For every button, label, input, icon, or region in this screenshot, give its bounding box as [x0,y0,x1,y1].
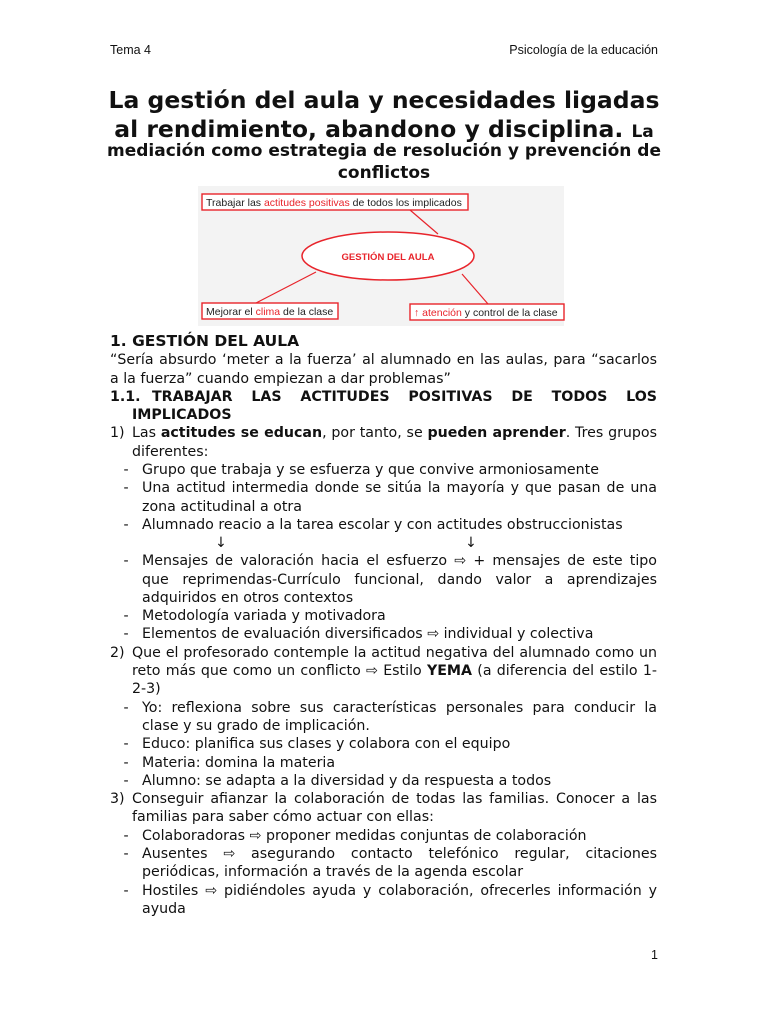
point-text: Conseguir afianzar la colaboración de todas las familias. Conocer a las familias para saber cómo actuar con ellas: [132,791,657,826]
subsection-number: 1.1. [110,388,141,405]
point-number: 3) [110,791,125,808]
point-text: Que el profesorado contemple la actitud negativa del alumnado como un reto más que como un conflicto ⇨ Estilo YEMA (a diferencia del estilo 1-2-3) [132,644,657,698]
page-number: 1 [651,948,658,962]
subsection-heading-line1: TRABAJAR LAS ACTITUDES POSITIVAS DE TODOS LOS [152,388,657,405]
list-item: - Hostiles ⇨ pidiéndoles ayuda y colaboración, ofrecerles información y ayuda [123,882,657,917]
list-item: - Metodología variada y motivadora [123,608,386,625]
section-quote: “Sería absurdo ‘meter a la fuerza’ al alumnado en las aulas, para “sacarlos a la fuerza” cuando empiezan a dar problemas” [110,352,657,387]
left-box-label: Mejorar el clima de la clase [206,306,334,318]
section-heading: 1. GESTIÓN DEL AULA [110,332,300,350]
document-subtitle: mediación como estrategia de resolución y prevención de conflictos [106,141,662,183]
list-item: - Materia: domina la materia [123,754,336,771]
point-number: 2) [110,644,125,661]
point-number: 1) [110,425,125,442]
numbered-point-1 [110,424,657,461]
gestion-aula-diagram [196,186,568,328]
document-body [110,332,657,918]
center-label: GESTIÓN DEL AULA [341,252,435,263]
title-main: La gestión del aula y necesidades ligadas al rendimiento, abandono y disciplina. [108,86,660,143]
numbered-point-3 [110,790,657,827]
list-item: - Elementos de evaluación diversificados ⇨ individual y colectiva [123,626,594,643]
list-item: - Educo: planifica sus clases y colabora con el equipo [123,736,511,753]
down-arrows [110,534,657,552]
down-arrow-icon: ↓ [215,535,227,552]
list-item: - Alumnado reacio a la tarea escolar y con actitudes obstruccionistas [123,516,623,533]
top-box-label: Trabajar las actitudes positivas de todos los implicados [206,197,462,209]
list-item: - Mensajes de valoración hacia el esfuerzo ⇨ + mensajes de este tipo que reprimendas-Currículo funcional, dando valor a aprendizajes adquiridos en otros contextos [123,553,657,606]
subsection-heading [110,388,657,406]
document-title [100,86,668,147]
header-left: Tema 4 [110,43,151,57]
numbered-point-2 [110,644,657,699]
list-item: - Colaboradoras ⇨ proponer medidas conjuntas de colaboración [123,827,587,844]
subsection-heading-line2: IMPLICADOS [132,407,232,424]
list-item: - Alumno: se adapta a la diversidad y da respuesta a todos [123,772,552,789]
down-arrow-icon: ↓ [465,535,477,552]
header-right: Psicología de la educación [509,43,658,57]
list-item: - Una actitud intermedia donde se sitúa la mayoría y que pasan de una zona actitudinal a otra [123,480,657,515]
list-item: - Ausentes ⇨ asegurando contacto telefónico regular, citaciones periódicas, información a través de la agenda escolar [123,846,657,881]
point-text: Las actitudes se educan, por tanto, se pueden aprender. Tres grupos diferentes: [132,425,658,460]
title-tail: La [631,122,654,142]
right-box-label: ↑ atención y control de la clase [414,307,558,319]
list-item: - Grupo que trabaja y se esfuerza y que convive armoniosamente [123,462,599,479]
list-item: - Yo: reflexiona sobre sus características personales para conducir la clase y su grado de implicación. [123,699,657,734]
